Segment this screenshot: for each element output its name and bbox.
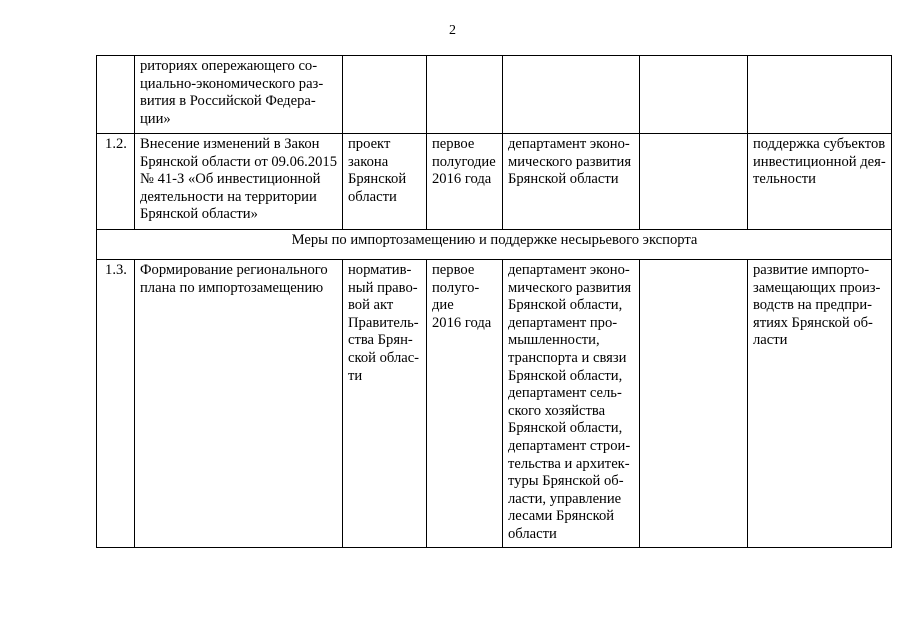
result-cell <box>748 56 892 134</box>
event-cell: Формирование регионального плана по импортозамещению <box>135 260 343 548</box>
deadline-cell: первое полуго- дие 2016 года <box>427 260 503 548</box>
empty-cell <box>640 134 748 230</box>
row-number: 1.2. <box>97 134 135 230</box>
row-number <box>97 56 135 134</box>
row-number: 1.3. <box>97 260 135 548</box>
responsible-cell: департамент эконо- мического развития Брянской области, департамент про- мышленности, транспорта и связи Брянской области, департамент сель- ского хозяйства Брянской области, департамент строи- тельства и архитек- туры Брянской об- ласти, управление лесами Брянской области <box>503 260 640 548</box>
document-type-cell <box>343 56 427 134</box>
event-cell: Внесение изменений в Закон Брянской области от 09.06.2015 № 41-З «Об инвестиционной деятельности на территории Брянской области» <box>135 134 343 230</box>
measures-table <box>96 55 892 548</box>
event-cell: риториях опережающего со- циально-экономического раз- вития в Российской Федера- ции» <box>135 56 343 134</box>
section-header-row <box>97 230 892 260</box>
deadline-cell: первое полугодие 2016 года <box>427 134 503 230</box>
empty-cell <box>640 260 748 548</box>
empty-cell <box>640 56 748 134</box>
result-cell: поддержка субъектов инвестиционной дея- тельности <box>748 134 892 230</box>
result-cell: развитие импорто- замещающих произ- водств на предпри- ятиях Брянской об- ласти <box>748 260 892 548</box>
responsible-cell <box>503 56 640 134</box>
document-type-cell: норматив- ный право- вой акт Правитель- ства Брян- ской облас- ти <box>343 260 427 548</box>
page-number: 2 <box>449 23 456 38</box>
document-type-cell: проект закона Брянской области <box>343 134 427 230</box>
table-row <box>97 260 892 548</box>
deadline-cell <box>427 56 503 134</box>
responsible-cell: департамент эконо- мического развития Брянской области <box>503 134 640 230</box>
table-row <box>97 56 892 134</box>
table-row <box>97 134 892 230</box>
section-header: Меры по импортозамещению и поддержке несырьевого экспорта <box>97 230 892 260</box>
